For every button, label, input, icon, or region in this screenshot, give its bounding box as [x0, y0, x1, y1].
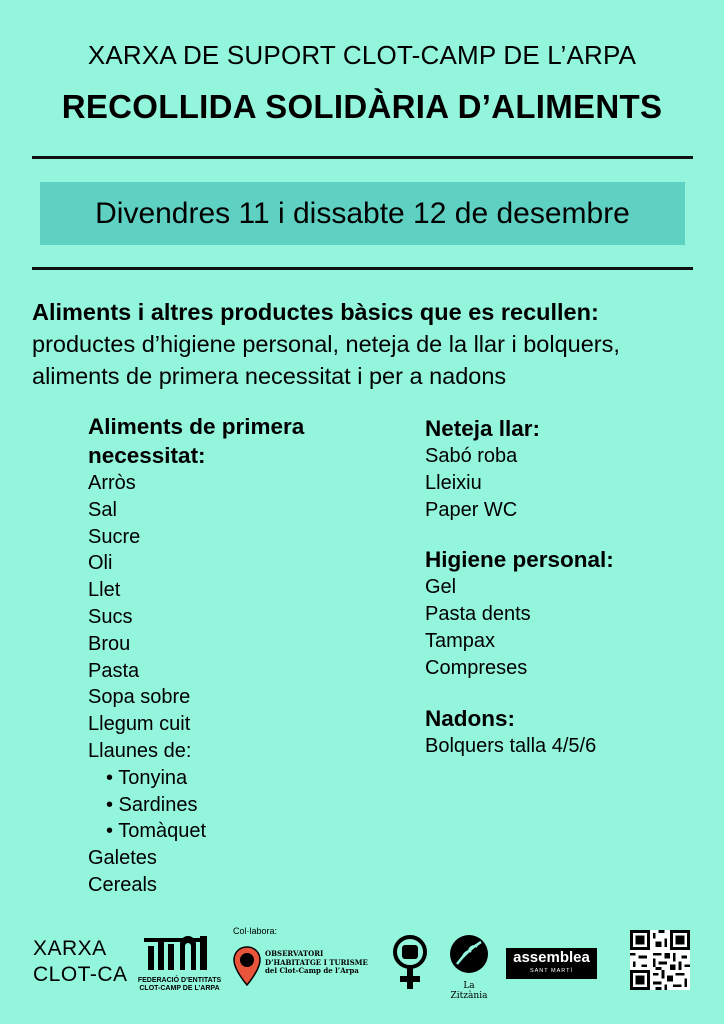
list-item: Tampax — [425, 629, 496, 652]
observatori-logo — [233, 946, 383, 991]
list-item: Sal — [88, 498, 117, 521]
network-name: XARXA DE SUPORT CLOT-CAMP DE L’ARPA — [87, 40, 637, 70]
date-banner — [40, 182, 685, 245]
list-item: Bolquers talla 4/5/6 — [425, 734, 597, 757]
divider-bottom — [32, 267, 693, 270]
basic-food-title-2: necessitat: — [88, 443, 206, 468]
list-item: Paper WC — [425, 498, 518, 521]
zitzania-icon — [449, 934, 489, 974]
list-item: Sopa sobre — [88, 686, 191, 709]
federation-line-2: CLOT-CAMP DE L’ARPA — [139, 985, 220, 992]
federation-line-1: FEDERACIÓ D’ENTITATS — [137, 977, 222, 984]
list-item: Sucre — [88, 525, 141, 548]
list-item: Compreses — [425, 656, 528, 679]
qr-code — [630, 930, 690, 995]
cleaning-title: Neteja llar: — [425, 416, 541, 441]
list-item: Llet — [88, 579, 121, 602]
date-text: Divendres 11 i dissabte 12 de desembre — [95, 196, 630, 230]
feminist-logo — [392, 934, 428, 997]
list-item: Sucs — [88, 605, 133, 628]
basic-food-title-1: Aliments de primera — [88, 414, 305, 439]
zitzania-logo — [444, 934, 494, 1001]
xarxa-logo-line-2: CLOT-CA — [33, 963, 128, 986]
list-item: Gel — [425, 576, 457, 599]
federation-icon — [132, 930, 227, 972]
basic-food-section — [88, 412, 388, 899]
federation-logo — [132, 930, 227, 993]
list-item: Cereals — [88, 873, 157, 896]
list-item: Galetes — [88, 847, 157, 870]
right-column — [425, 414, 705, 759]
xarxa-logo-line-1: XARXA — [33, 937, 107, 960]
can-item: • Tonyina — [106, 766, 188, 789]
intro-lead: Aliments i altres productes bàsics que es recullen: — [32, 299, 599, 325]
assemblea-name: assemblea — [513, 949, 590, 966]
page-title: RECOLLIDA SOLIDÀRIA D’ALIMENTS — [61, 88, 663, 125]
list-item: Llegum cuit — [88, 713, 191, 736]
can-item: • Sardines — [106, 793, 198, 816]
list-item: Oli — [88, 552, 113, 575]
observatori-line-2: D’HABITATGE I TURISME — [265, 957, 368, 967]
zitzania-name: La Zitzània — [450, 981, 488, 1001]
xarxa-logo — [33, 936, 128, 988]
list-item: Brou — [88, 632, 131, 655]
observatori-line-1: OBSERVATORI — [265, 949, 324, 958]
list-item: Pasta — [88, 659, 140, 682]
footer-logos — [0, 920, 724, 1010]
list-item: Sabó roba — [425, 445, 518, 467]
assemblea-logo — [506, 948, 597, 979]
divider-top — [32, 156, 693, 159]
intro-text — [32, 296, 702, 392]
hygiene-title: Higiene personal: — [425, 547, 614, 573]
list-item: Pasta dents — [425, 603, 531, 626]
can-item: • Tomàquet — [106, 820, 207, 843]
collab-label: Col·labora: — [233, 926, 278, 936]
list-item: Lleixiu — [425, 471, 482, 494]
intro-line-1: productes d’higiene personal, neteja de la llar i bolquers, — [32, 331, 620, 357]
feminist-fist-icon — [392, 934, 428, 992]
list-item: Llaunes de: — [88, 739, 192, 762]
intro-line-2: aliments de primera necessitat i per a nadons — [32, 363, 507, 389]
qr-code-icon — [630, 930, 690, 990]
list-item: Arròs — [88, 472, 136, 494]
babies-title: Nadons: — [425, 705, 515, 731]
map-pin-icon — [233, 946, 261, 986]
observatori-line-3: del Clot-Camp de l’Arpa — [265, 966, 359, 975]
assemblea-sub: SANT MARTÍ — [529, 968, 574, 974]
